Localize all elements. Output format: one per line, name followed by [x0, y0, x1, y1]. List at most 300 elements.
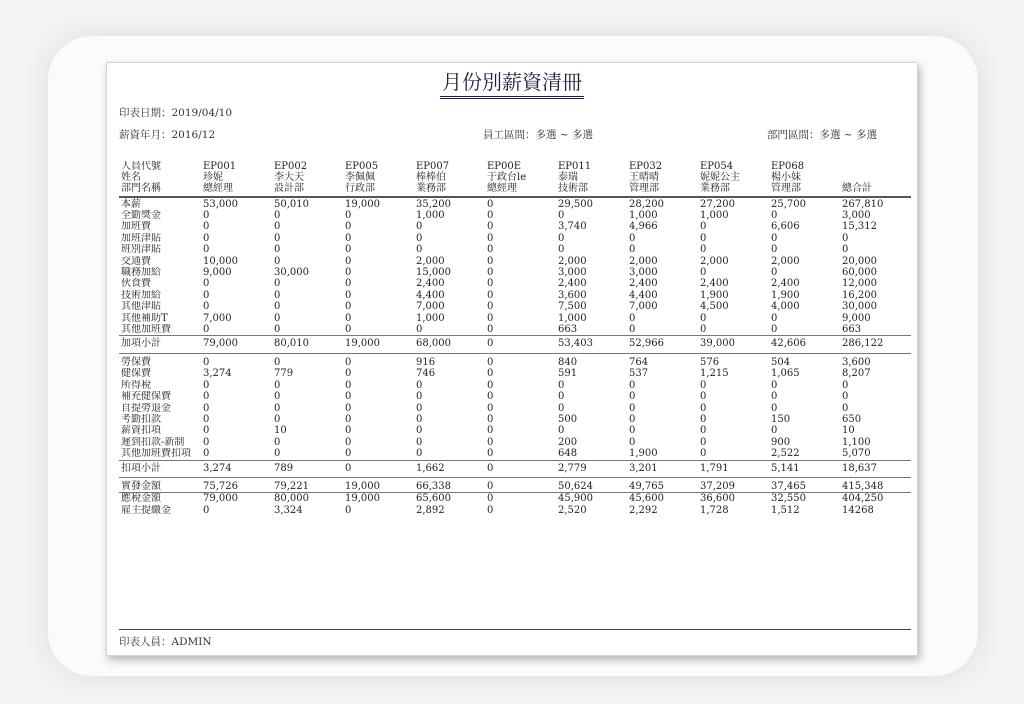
table-row — [119, 313, 911, 324]
cell-value: 0 — [771, 210, 778, 222]
cell-value: 37,209 — [698, 477, 769, 492]
table-row — [119, 256, 911, 267]
cell-value: 0 — [274, 278, 281, 290]
employee-name: 妮妮公主 — [700, 172, 740, 184]
cell-value: 0 — [274, 289, 281, 301]
cell-value: 0 — [487, 504, 494, 516]
cell-value: 0 — [700, 391, 707, 403]
cell-value: 0 — [345, 221, 352, 233]
row-label: 補充健保費 — [121, 391, 171, 403]
cell-value: 5,141 — [769, 460, 840, 477]
cell-value: 0 — [416, 413, 423, 425]
cell-value: 0 — [203, 289, 210, 301]
cell-value: 53,000 — [203, 198, 238, 210]
employee-dept: 業務部 — [700, 183, 730, 195]
cell-value: 2,400 — [629, 278, 658, 290]
cell-value: 79,221 — [272, 477, 343, 492]
cell-value: 0 — [487, 289, 494, 301]
cell-value: 663 — [558, 324, 578, 336]
row-label: 實發金額 — [119, 477, 201, 492]
employee-name: 棒棒伯 — [416, 172, 446, 184]
table-row — [119, 221, 911, 232]
header-labels — [119, 161, 201, 197]
cell-value: 0 — [416, 402, 423, 414]
row-label: 其他補助T — [121, 312, 168, 324]
cell-value: 0 — [487, 356, 494, 368]
cell-value: 0 — [274, 379, 281, 391]
cell-value: 0 — [558, 210, 565, 222]
cell-value: 504 — [771, 356, 791, 368]
cell-value: 0 — [274, 436, 281, 448]
employee-dept: 管理部 — [771, 183, 801, 195]
row-total: 18,637 — [840, 460, 911, 477]
row-label: 遲到扣款-新制 — [121, 436, 185, 448]
cell-value: 1,900 — [771, 289, 800, 301]
total-label: 總合計 — [842, 183, 872, 195]
cell-value: 0 — [558, 391, 565, 403]
cell-value: 1,900 — [629, 448, 658, 460]
cell-value: 0 — [487, 255, 494, 267]
cell-value: 1,512 — [771, 504, 800, 516]
cell-value: 0 — [274, 413, 281, 425]
cell-value: 2,522 — [771, 448, 800, 460]
cell-value: 1,000 — [700, 210, 729, 222]
row-label: 加班費 — [121, 221, 151, 233]
cell-value: 0 — [771, 244, 778, 256]
row-total: 16,200 — [842, 289, 877, 301]
subtotal-row — [119, 336, 911, 353]
cell-value: 0 — [629, 413, 636, 425]
cell-value: 0 — [629, 324, 636, 336]
cell-value: 746 — [416, 368, 436, 380]
cell-value: 35,200 — [416, 198, 451, 210]
cell-value: 0 — [416, 436, 423, 448]
row-label: 勞保費 — [121, 356, 151, 368]
row-total: 3,600 — [842, 356, 871, 368]
cell-value: 7,000 — [203, 312, 232, 324]
cell-value: 28,200 — [629, 198, 664, 210]
row-total: 0 — [842, 232, 849, 244]
cell-value: 50,010 — [274, 198, 309, 210]
table-row — [119, 403, 911, 414]
row-total: 14268 — [842, 504, 874, 516]
cell-value: 0 — [203, 244, 210, 256]
cell-value: 3,600 — [558, 289, 587, 301]
table-row — [119, 414, 911, 425]
table-row — [119, 278, 911, 289]
cell-value: 0 — [274, 356, 281, 368]
cell-value: 0 — [558, 232, 565, 244]
cell-value: 1,000 — [629, 210, 658, 222]
cell-value: 0 — [203, 402, 210, 414]
cell-value: 0 — [487, 448, 494, 460]
employee-name: 珍妮 — [203, 172, 223, 184]
cell-value: 7,000 — [629, 301, 658, 313]
row-total: 10 — [842, 425, 855, 437]
cell-value: 7,500 — [558, 301, 587, 313]
table-row — [119, 301, 911, 312]
cell-value: 0 — [629, 232, 636, 244]
cell-value: 648 — [558, 448, 578, 460]
cell-value: 0 — [771, 402, 778, 414]
table-header-row — [119, 161, 911, 197]
subtotal-row — [119, 460, 911, 477]
cell-value: 0 — [345, 255, 352, 267]
row-label: 交通費 — [121, 255, 151, 267]
cell-value: 3,201 — [627, 460, 698, 477]
cell-value: 3,274 — [201, 460, 272, 477]
cell-value: 0 — [558, 379, 565, 391]
department-range: 部門區間：多選 ~ 多選 — [767, 129, 877, 141]
cell-value: 42,606 — [769, 336, 840, 353]
cell-value: 0 — [345, 413, 352, 425]
cell-value: 591 — [558, 368, 578, 380]
cell-value: 4,966 — [629, 221, 658, 233]
row-total: 415,348 — [840, 477, 911, 492]
cell-value: 0 — [345, 210, 352, 222]
row-total: 404,250 — [842, 493, 884, 505]
cell-value: 0 — [345, 232, 352, 244]
cell-value: 19,000 — [345, 198, 380, 210]
table-row — [119, 505, 911, 519]
employee-name: 于政台le — [487, 172, 527, 184]
employee-dept: 技術部 — [558, 183, 588, 195]
cell-value: 0 — [274, 312, 281, 324]
net-pay-row — [119, 477, 911, 492]
cell-value: 29,500 — [558, 198, 593, 210]
cell-value: 3,324 — [274, 504, 303, 516]
cell-value: 1,000 — [416, 312, 445, 324]
cell-value: 0 — [558, 244, 565, 256]
employee-header — [627, 161, 698, 197]
cell-value: 1,215 — [700, 368, 729, 380]
row-label: 其他加班費扣項 — [121, 448, 191, 460]
row-label: 應稅金額 — [121, 493, 161, 505]
row-label: 班別津貼 — [121, 244, 161, 256]
cell-value: 0 — [345, 312, 352, 324]
cell-value: 0 — [485, 477, 556, 492]
cell-value: 150 — [771, 413, 791, 425]
cell-value: 0 — [629, 402, 636, 414]
cell-value: 900 — [771, 436, 791, 448]
cell-value: 0 — [771, 324, 778, 336]
header-label-code: 人員代號 — [121, 161, 161, 172]
cell-value: 45,900 — [558, 493, 593, 505]
cell-value: 0 — [274, 221, 281, 233]
cell-value: 49,765 — [627, 477, 698, 492]
cell-value: 0 — [558, 402, 565, 414]
row-label: 薪資扣項 — [121, 425, 161, 437]
cell-value: 2,292 — [629, 504, 658, 516]
cell-value: 0 — [700, 244, 707, 256]
employee-name: 李大天 — [274, 172, 304, 184]
cell-value: 0 — [203, 448, 210, 460]
cell-value: 1,791 — [698, 460, 769, 477]
cell-value: 1,728 — [700, 504, 729, 516]
table-row — [119, 368, 911, 379]
cell-value: 0 — [629, 436, 636, 448]
cell-value: 0 — [416, 244, 423, 256]
pay-month: 薪資年月：2016/12 — [119, 129, 216, 141]
cell-value: 0 — [558, 425, 565, 437]
employee-header — [556, 161, 627, 197]
row-total: 267,810 — [842, 198, 884, 210]
table-row — [119, 233, 911, 244]
cell-value: 0 — [700, 232, 707, 244]
cell-value: 3,000 — [558, 267, 587, 279]
cell-value: 39,000 — [698, 336, 769, 353]
employee-code: EP032 — [629, 161, 663, 172]
row-total: 0 — [842, 391, 849, 403]
cell-value: 32,550 — [771, 493, 806, 505]
cell-value: 0 — [700, 312, 707, 324]
cell-value: 0 — [203, 436, 210, 448]
cell-value: 15,000 — [416, 267, 451, 279]
cell-value: 0 — [203, 324, 210, 336]
cell-value: 2,000 — [629, 255, 658, 267]
employee-header — [769, 161, 840, 197]
cell-value: 6,606 — [771, 221, 800, 233]
row-label: 其他津貼 — [121, 301, 161, 313]
cell-value: 2,520 — [558, 504, 587, 516]
row-total: 9,000 — [842, 312, 871, 324]
cell-value: 0 — [345, 402, 352, 414]
employee-code: EP002 — [274, 161, 308, 172]
employee-dept: 總經理 — [487, 183, 517, 195]
cell-value: 0 — [700, 402, 707, 414]
cell-value: 0 — [203, 210, 210, 222]
cell-value: 7,000 — [416, 301, 445, 313]
cell-value: 0 — [345, 436, 352, 448]
cell-value: 0 — [487, 267, 494, 279]
cell-value: 0 — [203, 232, 210, 244]
cell-value: 45,600 — [629, 493, 664, 505]
row-label: 所得稅 — [121, 379, 151, 391]
cell-value: 0 — [487, 368, 494, 380]
cell-value: 0 — [345, 244, 352, 256]
table-row — [119, 493, 911, 505]
row-label: 考勤扣款 — [121, 413, 161, 425]
cell-value: 2,400 — [700, 278, 729, 290]
cell-value: 0 — [629, 379, 636, 391]
row-total: 1,100 — [842, 436, 871, 448]
cell-value: 68,000 — [414, 336, 485, 353]
table-row — [119, 210, 911, 221]
cell-value: 0 — [771, 425, 778, 437]
cell-value: 53,403 — [556, 336, 627, 353]
cell-value: 0 — [487, 210, 494, 222]
table-row — [119, 391, 911, 402]
cell-value: 0 — [345, 425, 352, 437]
cell-value: 0 — [700, 324, 707, 336]
cell-value: 0 — [274, 244, 281, 256]
cell-value: 2,400 — [771, 278, 800, 290]
employee-name: 泰瑞 — [558, 172, 578, 184]
table-row — [119, 290, 911, 301]
cell-value: 80,000 — [274, 493, 309, 505]
cell-value: 0 — [487, 312, 494, 324]
employee-range: 員工區間：多選 ~ 多選 — [483, 129, 593, 141]
cell-value: 0 — [487, 301, 494, 313]
row-total: 20,000 — [842, 255, 877, 267]
cell-value: 37,465 — [769, 477, 840, 492]
cell-value: 0 — [203, 278, 210, 290]
cell-value: 79,000 — [203, 493, 238, 505]
employee-header — [343, 161, 414, 197]
row-label: 技術加給 — [121, 289, 161, 301]
cell-value: 0 — [487, 402, 494, 414]
cell-value: 576 — [700, 356, 720, 368]
cell-value: 2,000 — [700, 255, 729, 267]
row-label: 加項小計 — [119, 336, 201, 353]
header-label-name: 姓名 — [121, 172, 141, 184]
cell-value: 200 — [558, 436, 578, 448]
cell-value: 1,065 — [771, 368, 800, 380]
cell-value: 0 — [345, 267, 352, 279]
table-row — [119, 324, 911, 336]
cell-value: 3,740 — [558, 221, 587, 233]
employee-code: EP001 — [203, 161, 237, 172]
cell-value: 4,000 — [771, 301, 800, 313]
cell-value: 19,000 — [343, 477, 414, 492]
cell-value: 0 — [629, 312, 636, 324]
header-label-dept: 部門名稱 — [121, 183, 161, 195]
cell-value: 0 — [203, 221, 210, 233]
employee-dept: 管理部 — [629, 183, 659, 195]
cell-value: 0 — [274, 301, 281, 313]
cell-value: 0 — [771, 232, 778, 244]
row-total: 12,000 — [842, 278, 877, 290]
cell-value: 0 — [416, 425, 423, 437]
row-total: 0 — [842, 244, 849, 256]
cell-value: 2,400 — [558, 278, 587, 290]
cell-value: 0 — [274, 448, 281, 460]
cell-value: 0 — [771, 312, 778, 324]
cell-value: 0 — [487, 436, 494, 448]
cell-value: 0 — [416, 448, 423, 460]
table-row — [119, 448, 911, 460]
row-label: 扣項小計 — [119, 460, 201, 477]
row-total: 0 — [842, 379, 849, 391]
row-label: 加班津貼 — [121, 232, 161, 244]
cell-value: 840 — [558, 356, 578, 368]
cell-value: 537 — [629, 368, 649, 380]
cell-value: 0 — [203, 356, 210, 368]
cell-value: 0 — [700, 379, 707, 391]
cell-value: 1,900 — [700, 289, 729, 301]
print-date: 印表日期：2019/04/10 — [119, 107, 233, 119]
cell-value: 0 — [203, 425, 210, 437]
cell-value: 2,000 — [416, 255, 445, 267]
employee-name: 楊小妹 — [771, 172, 801, 184]
cell-value: 0 — [700, 425, 707, 437]
cell-value: 0 — [416, 391, 423, 403]
cell-value: 0 — [345, 379, 352, 391]
table-row — [119, 353, 911, 368]
table-row — [119, 267, 911, 278]
row-total: 5,070 — [842, 448, 871, 460]
cell-value: 0 — [485, 460, 556, 477]
cell-value: 0 — [274, 210, 281, 222]
employee-dept: 設計部 — [274, 183, 304, 195]
cell-value: 66,338 — [414, 477, 485, 492]
cell-value: 0 — [416, 232, 423, 244]
cell-value: 36,600 — [700, 493, 735, 505]
employee-code: EP007 — [416, 161, 450, 172]
row-label: 職務加給 — [121, 267, 161, 279]
cell-value: 0 — [203, 301, 210, 313]
cell-value: 0 — [274, 324, 281, 336]
cell-value: 0 — [487, 324, 494, 336]
cell-value: 0 — [487, 425, 494, 437]
cell-value: 779 — [274, 368, 294, 380]
cell-value: 0 — [629, 391, 636, 403]
cell-value: 30,000 — [274, 267, 309, 279]
cell-value: 0 — [345, 356, 352, 368]
employee-dept: 行政部 — [345, 183, 375, 195]
cell-value: 0 — [203, 413, 210, 425]
cell-value: 79,000 — [201, 336, 272, 353]
cell-value: 4,400 — [416, 289, 445, 301]
cell-value: 0 — [345, 448, 352, 460]
row-label: 自提勞退金 — [121, 402, 171, 414]
cell-value: 0 — [700, 413, 707, 425]
cell-value: 0 — [203, 504, 210, 516]
cell-value: 2,892 — [416, 504, 445, 516]
row-total: 0 — [842, 402, 849, 414]
row-label: 其他加班費 — [121, 324, 171, 336]
cell-value: 1,000 — [558, 312, 587, 324]
cell-value: 0 — [485, 336, 556, 353]
cell-value: 9,000 — [203, 267, 232, 279]
employee-header — [698, 161, 769, 197]
cell-value: 0 — [700, 436, 707, 448]
cell-value: 2,400 — [416, 278, 445, 290]
cell-value: 10 — [274, 425, 287, 437]
cell-value: 52,966 — [627, 336, 698, 353]
employee-header — [201, 161, 272, 197]
cell-value: 0 — [274, 391, 281, 403]
employee-code: EP005 — [345, 161, 379, 172]
cell-value: 19,000 — [345, 493, 380, 505]
employee-dept: 業務部 — [416, 183, 446, 195]
printed-by: 印表人員：ADMIN — [119, 636, 212, 648]
cell-value: 916 — [416, 356, 436, 368]
row-total: 663 — [842, 324, 862, 336]
row-total: 650 — [842, 413, 862, 425]
report-title: 月份別薪資清冊 — [107, 66, 917, 99]
cell-value: 2,779 — [556, 460, 627, 477]
cell-value: 4,500 — [700, 301, 729, 313]
row-label: 全勤獎金 — [121, 210, 161, 222]
cell-value: 0 — [345, 278, 352, 290]
cell-value: 0 — [629, 244, 636, 256]
cell-value: 75,726 — [201, 477, 272, 492]
row-label: 健保費 — [121, 368, 151, 380]
employee-header — [485, 161, 556, 197]
table-row — [119, 244, 911, 255]
row-label: 伙食費 — [121, 278, 151, 290]
cell-value: 3,274 — [203, 368, 232, 380]
cell-value: 0 — [345, 324, 352, 336]
cell-value: 0 — [416, 221, 423, 233]
cell-value: 4,400 — [629, 289, 658, 301]
cell-value: 1,000 — [416, 210, 445, 222]
cell-value: 0 — [700, 221, 707, 233]
cell-value: 65,600 — [416, 493, 451, 505]
cell-value: 0 — [274, 232, 281, 244]
cell-value: 0 — [345, 391, 352, 403]
